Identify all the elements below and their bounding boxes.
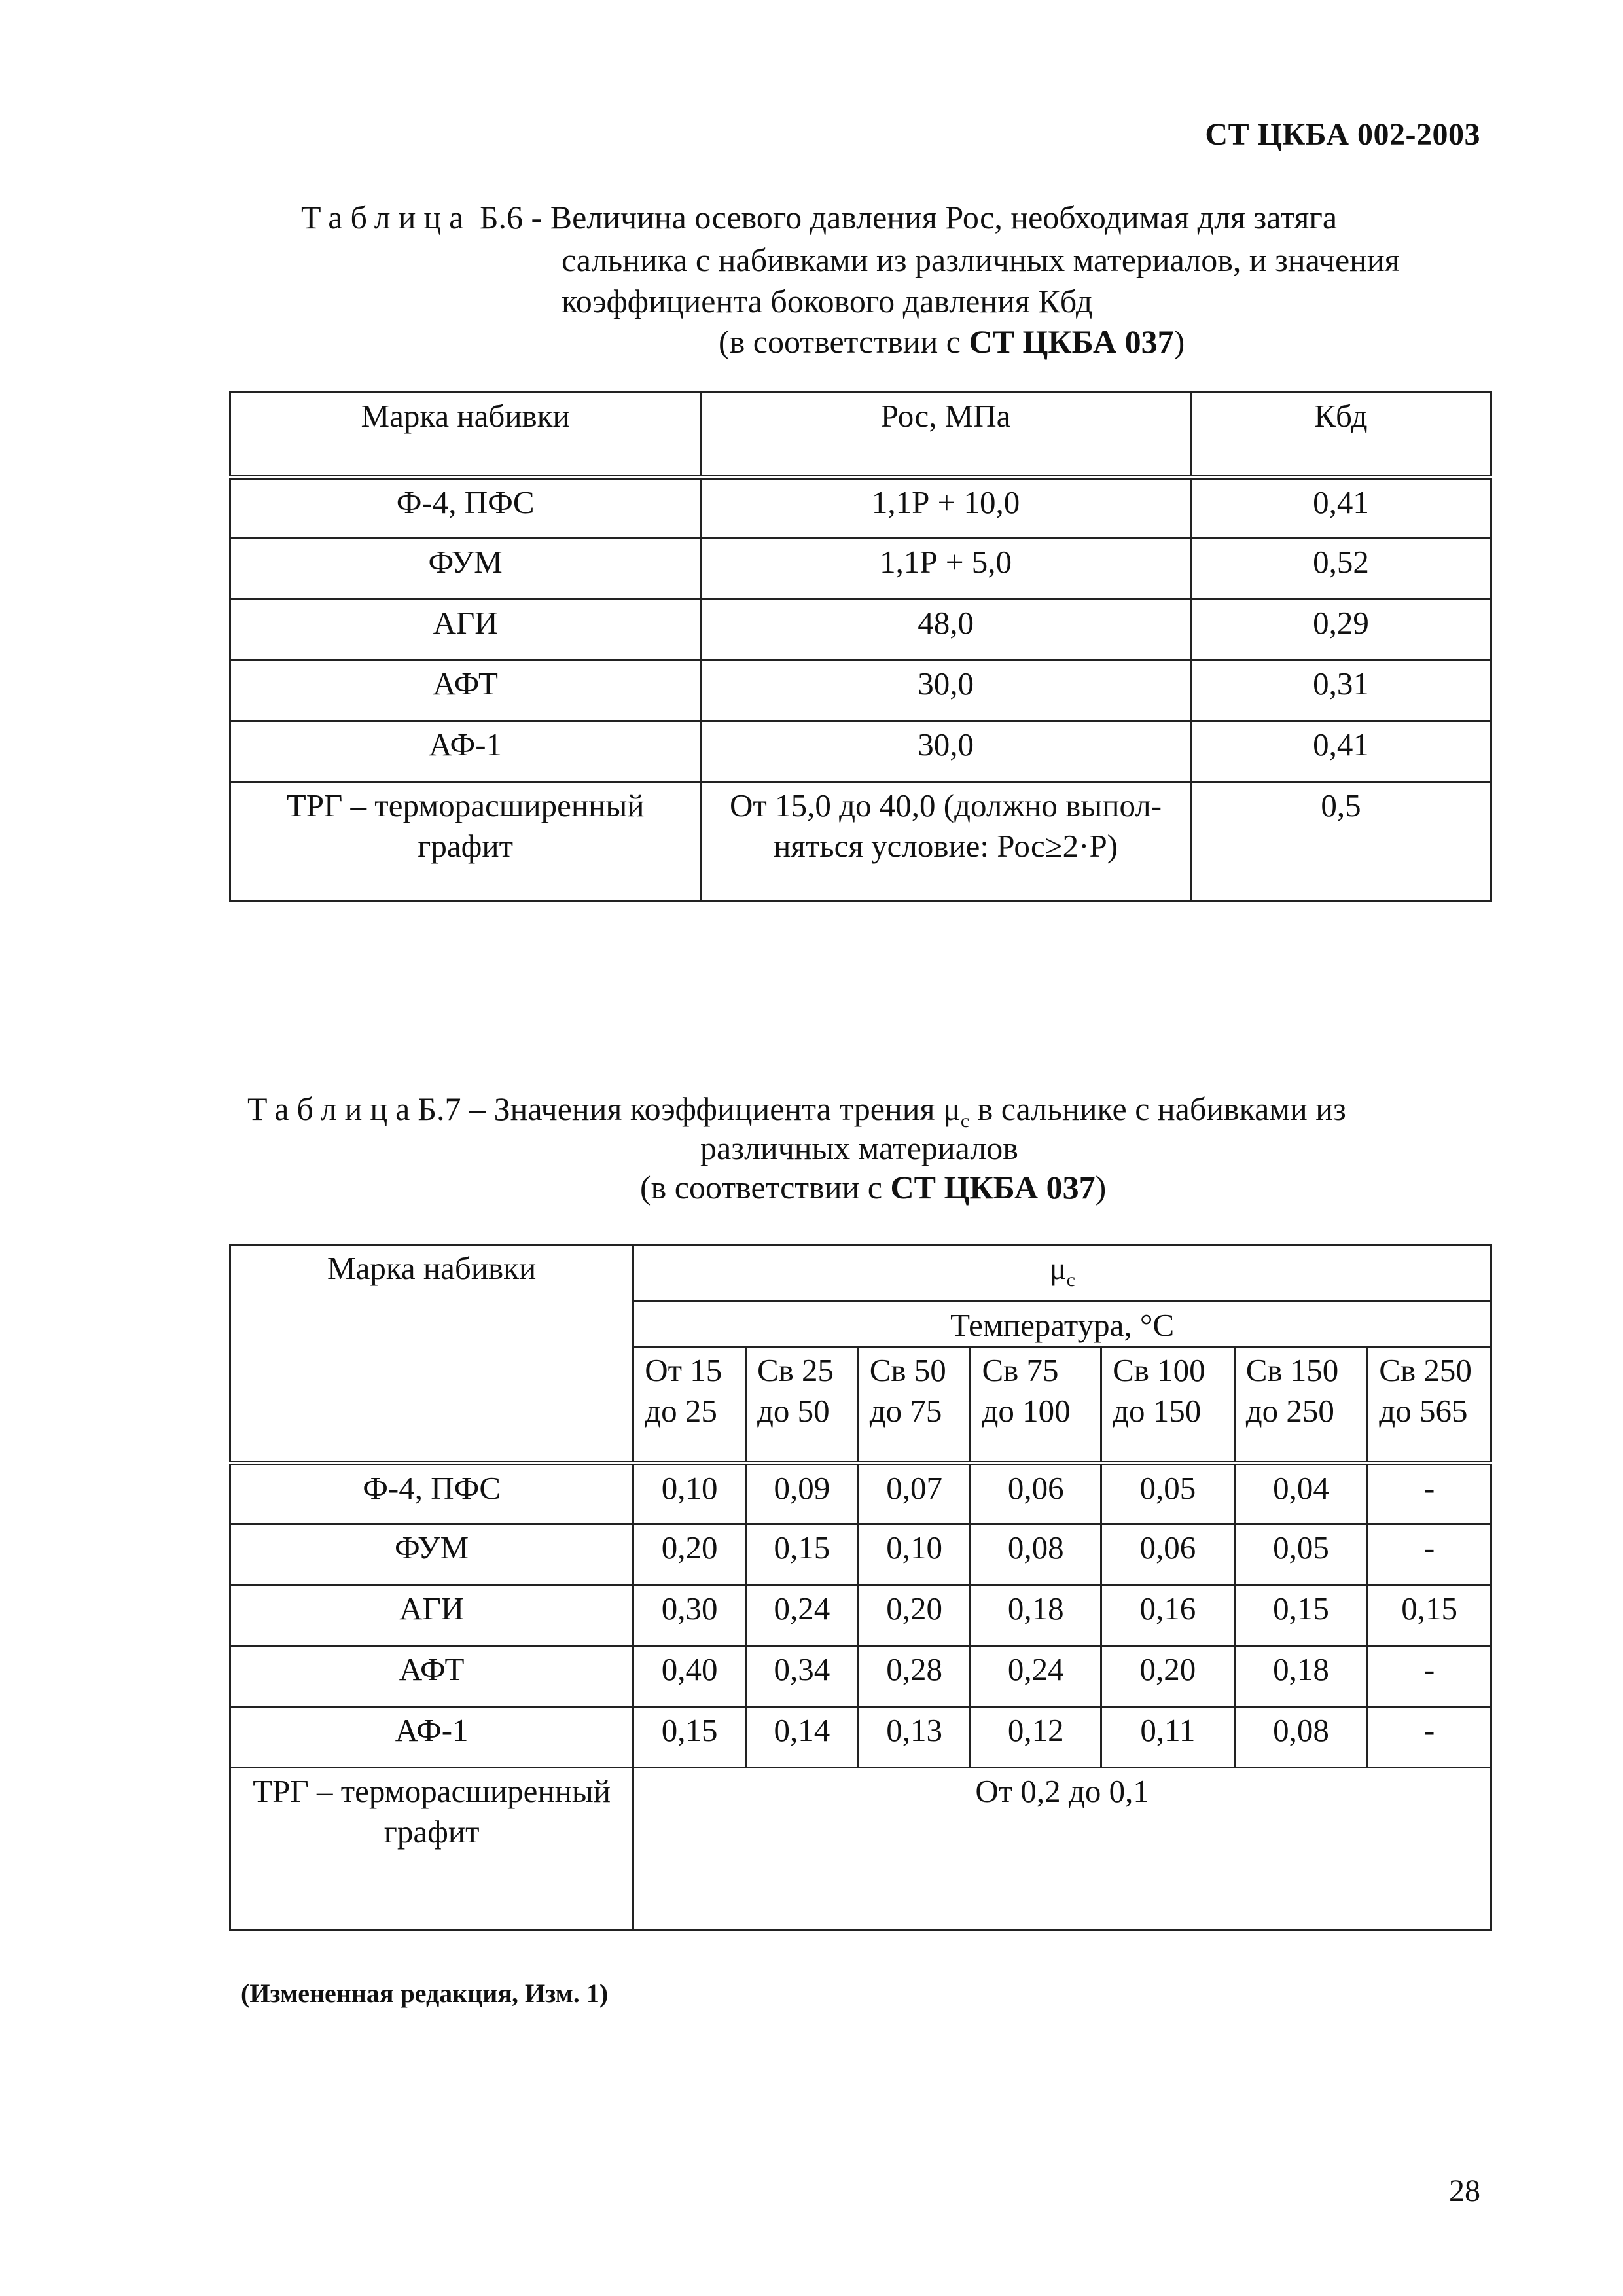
table7-cell-value: 0,15 <box>1234 1585 1368 1645</box>
table7-cell-value: - <box>1368 1524 1491 1585</box>
table7-cell-value: 0,11 <box>1101 1706 1235 1767</box>
table7-cell-value: 0,12 <box>971 1706 1101 1767</box>
table-row <box>230 1524 1491 1585</box>
table7-cell-value: 0,13 <box>858 1706 971 1767</box>
table6-cell-kbd: 0,52 <box>1190 539 1491 600</box>
table7-cell-value: 0,18 <box>971 1585 1101 1645</box>
table6-header-row <box>230 393 1491 478</box>
table7-cell-value: 0,06 <box>971 1463 1101 1524</box>
table7-cell-mark: АГИ <box>230 1585 633 1645</box>
table7-cell-value: 0,08 <box>1234 1706 1368 1767</box>
table6-cell-ros: 30,0 <box>701 660 1191 721</box>
table-row <box>230 600 1491 660</box>
table6-cell-ros: 1,1Р + 5,0 <box>701 539 1191 600</box>
table7-temp-range: Св 150 до 250 <box>1234 1346 1368 1463</box>
table-row <box>230 660 1491 721</box>
table6-cell-ros: 30,0 <box>701 721 1191 782</box>
table-b6 <box>229 391 1492 902</box>
table6-cell-mark: ТРГ – терморасширенный графит <box>230 782 701 901</box>
table6-cell-ros: 48,0 <box>701 600 1191 660</box>
table7-cell-value: 0,30 <box>633 1585 746 1645</box>
table7-cell-value: - <box>1368 1706 1491 1767</box>
table6-cell-kbd: 0,5 <box>1190 782 1491 901</box>
table7-caption-mu <box>943 1090 970 1132</box>
table7-cell-mark: ТРГ – терморасширенный графит <box>230 1767 633 1929</box>
table6-caption-label: Таблица <box>301 199 472 236</box>
table-row <box>230 1645 1491 1706</box>
table7-temp-range: От 15 до 25 <box>633 1346 746 1463</box>
table6-caption-line1 <box>301 196 1337 239</box>
table7-cell-value: 0,24 <box>971 1645 1101 1706</box>
table7-cell-value: 0,05 <box>1101 1463 1235 1524</box>
table6-cell-ros: 1,1Р + 10,0 <box>701 478 1191 539</box>
table7-cell-mark: АФТ <box>230 1645 633 1706</box>
table7-caption-text1: Значения коэффициента трения <box>493 1090 935 1127</box>
table7-cell-value: 0,20 <box>858 1585 971 1645</box>
table7-caption-text2: в сальнике с набивками из <box>977 1090 1346 1127</box>
table7-temp-range: Св 75 до 100 <box>971 1346 1101 1463</box>
table6-header-ros: Рос, МПа <box>701 393 1191 478</box>
table7-ref-standard: СТ ЦКБА 037 <box>890 1169 1096 1206</box>
table7-cell-value: 0,05 <box>1234 1524 1368 1585</box>
table-row <box>230 1706 1491 1767</box>
table7-cell-value: 0,10 <box>858 1524 971 1585</box>
table7-cell-value: - <box>1368 1645 1491 1706</box>
table7-cell-merged-value: От 0,2 до 0,1 <box>633 1767 1491 1929</box>
table7-cell-value: 0,07 <box>858 1463 971 1524</box>
table7-ref-prefix: (в соответствии с <box>640 1169 891 1206</box>
table6-caption-line2: сальника с набивками из различных материалов, и значения <box>562 242 1400 278</box>
table6-header-mark: Марка набивки <box>230 393 701 478</box>
table6-cell-kbd: 0,41 <box>1190 721 1491 782</box>
table7-ref-suffix: ) <box>1095 1169 1107 1206</box>
table7-header-mark: Марка набивки <box>230 1245 633 1463</box>
table7-cell-value: 0,09 <box>745 1463 858 1524</box>
table7-cell-value: 0,34 <box>745 1645 858 1706</box>
table6-ref-prefix: (в соответствии с <box>719 323 969 360</box>
table7-cell-value: 0,06 <box>1101 1524 1235 1585</box>
table7-cell-value: 0,14 <box>745 1706 858 1767</box>
table7-cell-value: 0,10 <box>633 1463 746 1524</box>
table7-cell-value: 0,04 <box>1234 1463 1368 1524</box>
table6-caption-reference <box>719 321 1185 363</box>
table7-cell-value: 0,18 <box>1234 1645 1368 1706</box>
table6-cell-kbd: 0,29 <box>1190 600 1491 660</box>
table6-cell-mark: АФ-1 <box>230 721 701 782</box>
table6-cell-mark: АФТ <box>230 660 701 721</box>
table7-cell-value: 0,08 <box>971 1524 1101 1585</box>
table7-temp-range: Св 250 до 565 <box>1368 1346 1491 1463</box>
table7-header-temperature: Температура, °С <box>633 1301 1491 1346</box>
table6-cell-mark: АГИ <box>230 600 701 660</box>
table7-cell-value: - <box>1368 1463 1491 1524</box>
table-row <box>230 782 1491 901</box>
table7-cell-value: 0,15 <box>1368 1585 1491 1645</box>
table-row <box>230 721 1491 782</box>
table6-caption-line3: коэффициента бокового давления Кбд <box>562 283 1093 319</box>
mu-subscript: c <box>960 1110 970 1132</box>
table7-temp-range: Св 25 до 50 <box>745 1346 858 1463</box>
table-row <box>230 1767 1491 1929</box>
table7-cell-value: 0,16 <box>1101 1585 1235 1645</box>
amendment-note: (Измененная редакция, Изм. 1) <box>241 1979 609 2008</box>
table6-cell-mark: ФУМ <box>230 539 701 600</box>
table7-cell-mark: АФ-1 <box>230 1706 633 1767</box>
table6-cell-mark: Ф-4, ПФС <box>230 478 701 539</box>
table7-header-mu <box>633 1245 1491 1302</box>
table6-header-kbd: Кбд <box>1190 393 1491 478</box>
table7-caption-line2: различных материалов <box>700 1130 1018 1166</box>
table7-cell-mark: ФУМ <box>230 1524 633 1585</box>
table7-cell-value: 0,24 <box>745 1585 858 1645</box>
table7-cell-value: 0,15 <box>745 1524 858 1585</box>
table-b7 <box>229 1244 1492 1931</box>
page-number: 28 <box>1449 2174 1480 2208</box>
mu-symbol: μ <box>1049 1250 1067 1286</box>
table7-caption-number: Б.7 – <box>418 1090 486 1127</box>
table7-caption-label: Таблица <box>247 1090 418 1127</box>
table7-cell-value: 0,20 <box>633 1524 746 1585</box>
mu-subscript: c <box>1066 1268 1075 1291</box>
table6-cell-kbd: 0,41 <box>1190 478 1491 539</box>
table6-cell-kbd: 0,31 <box>1190 660 1491 721</box>
table6-caption-number: Б.6 - <box>479 199 543 236</box>
table7-cell-value: 0,40 <box>633 1645 746 1706</box>
table7-header-row-mu <box>230 1245 1491 1302</box>
table7-temp-range: Св 50 до 75 <box>858 1346 971 1463</box>
table6-ref-suffix: ) <box>1173 323 1185 360</box>
table7-temp-range: Св 100 до 150 <box>1101 1346 1235 1463</box>
mu-symbol: μ <box>943 1090 961 1127</box>
table-row <box>230 478 1491 539</box>
table7-cell-mark: Ф-4, ПФС <box>230 1463 633 1524</box>
table7-cell-value: 0,15 <box>633 1706 746 1767</box>
table-row <box>230 539 1491 600</box>
table6-ref-standard: СТ ЦКБА 037 <box>969 323 1174 360</box>
document-code: СТ ЦКБА 002-2003 <box>1205 117 1480 152</box>
table-row <box>230 1463 1491 1524</box>
table6-cell-ros: От 15,0 до 40,0 (должно выпол-няться условие: Рос≥2·Р) <box>701 782 1191 901</box>
table7-cell-value: 0,28 <box>858 1645 971 1706</box>
table7-caption-reference <box>640 1166 1106 1209</box>
table6-caption-text1: Величина осевого давления Рос, необходимая для затяга <box>550 199 1338 236</box>
table7-cell-value: 0,20 <box>1101 1645 1235 1706</box>
table-row <box>230 1585 1491 1645</box>
